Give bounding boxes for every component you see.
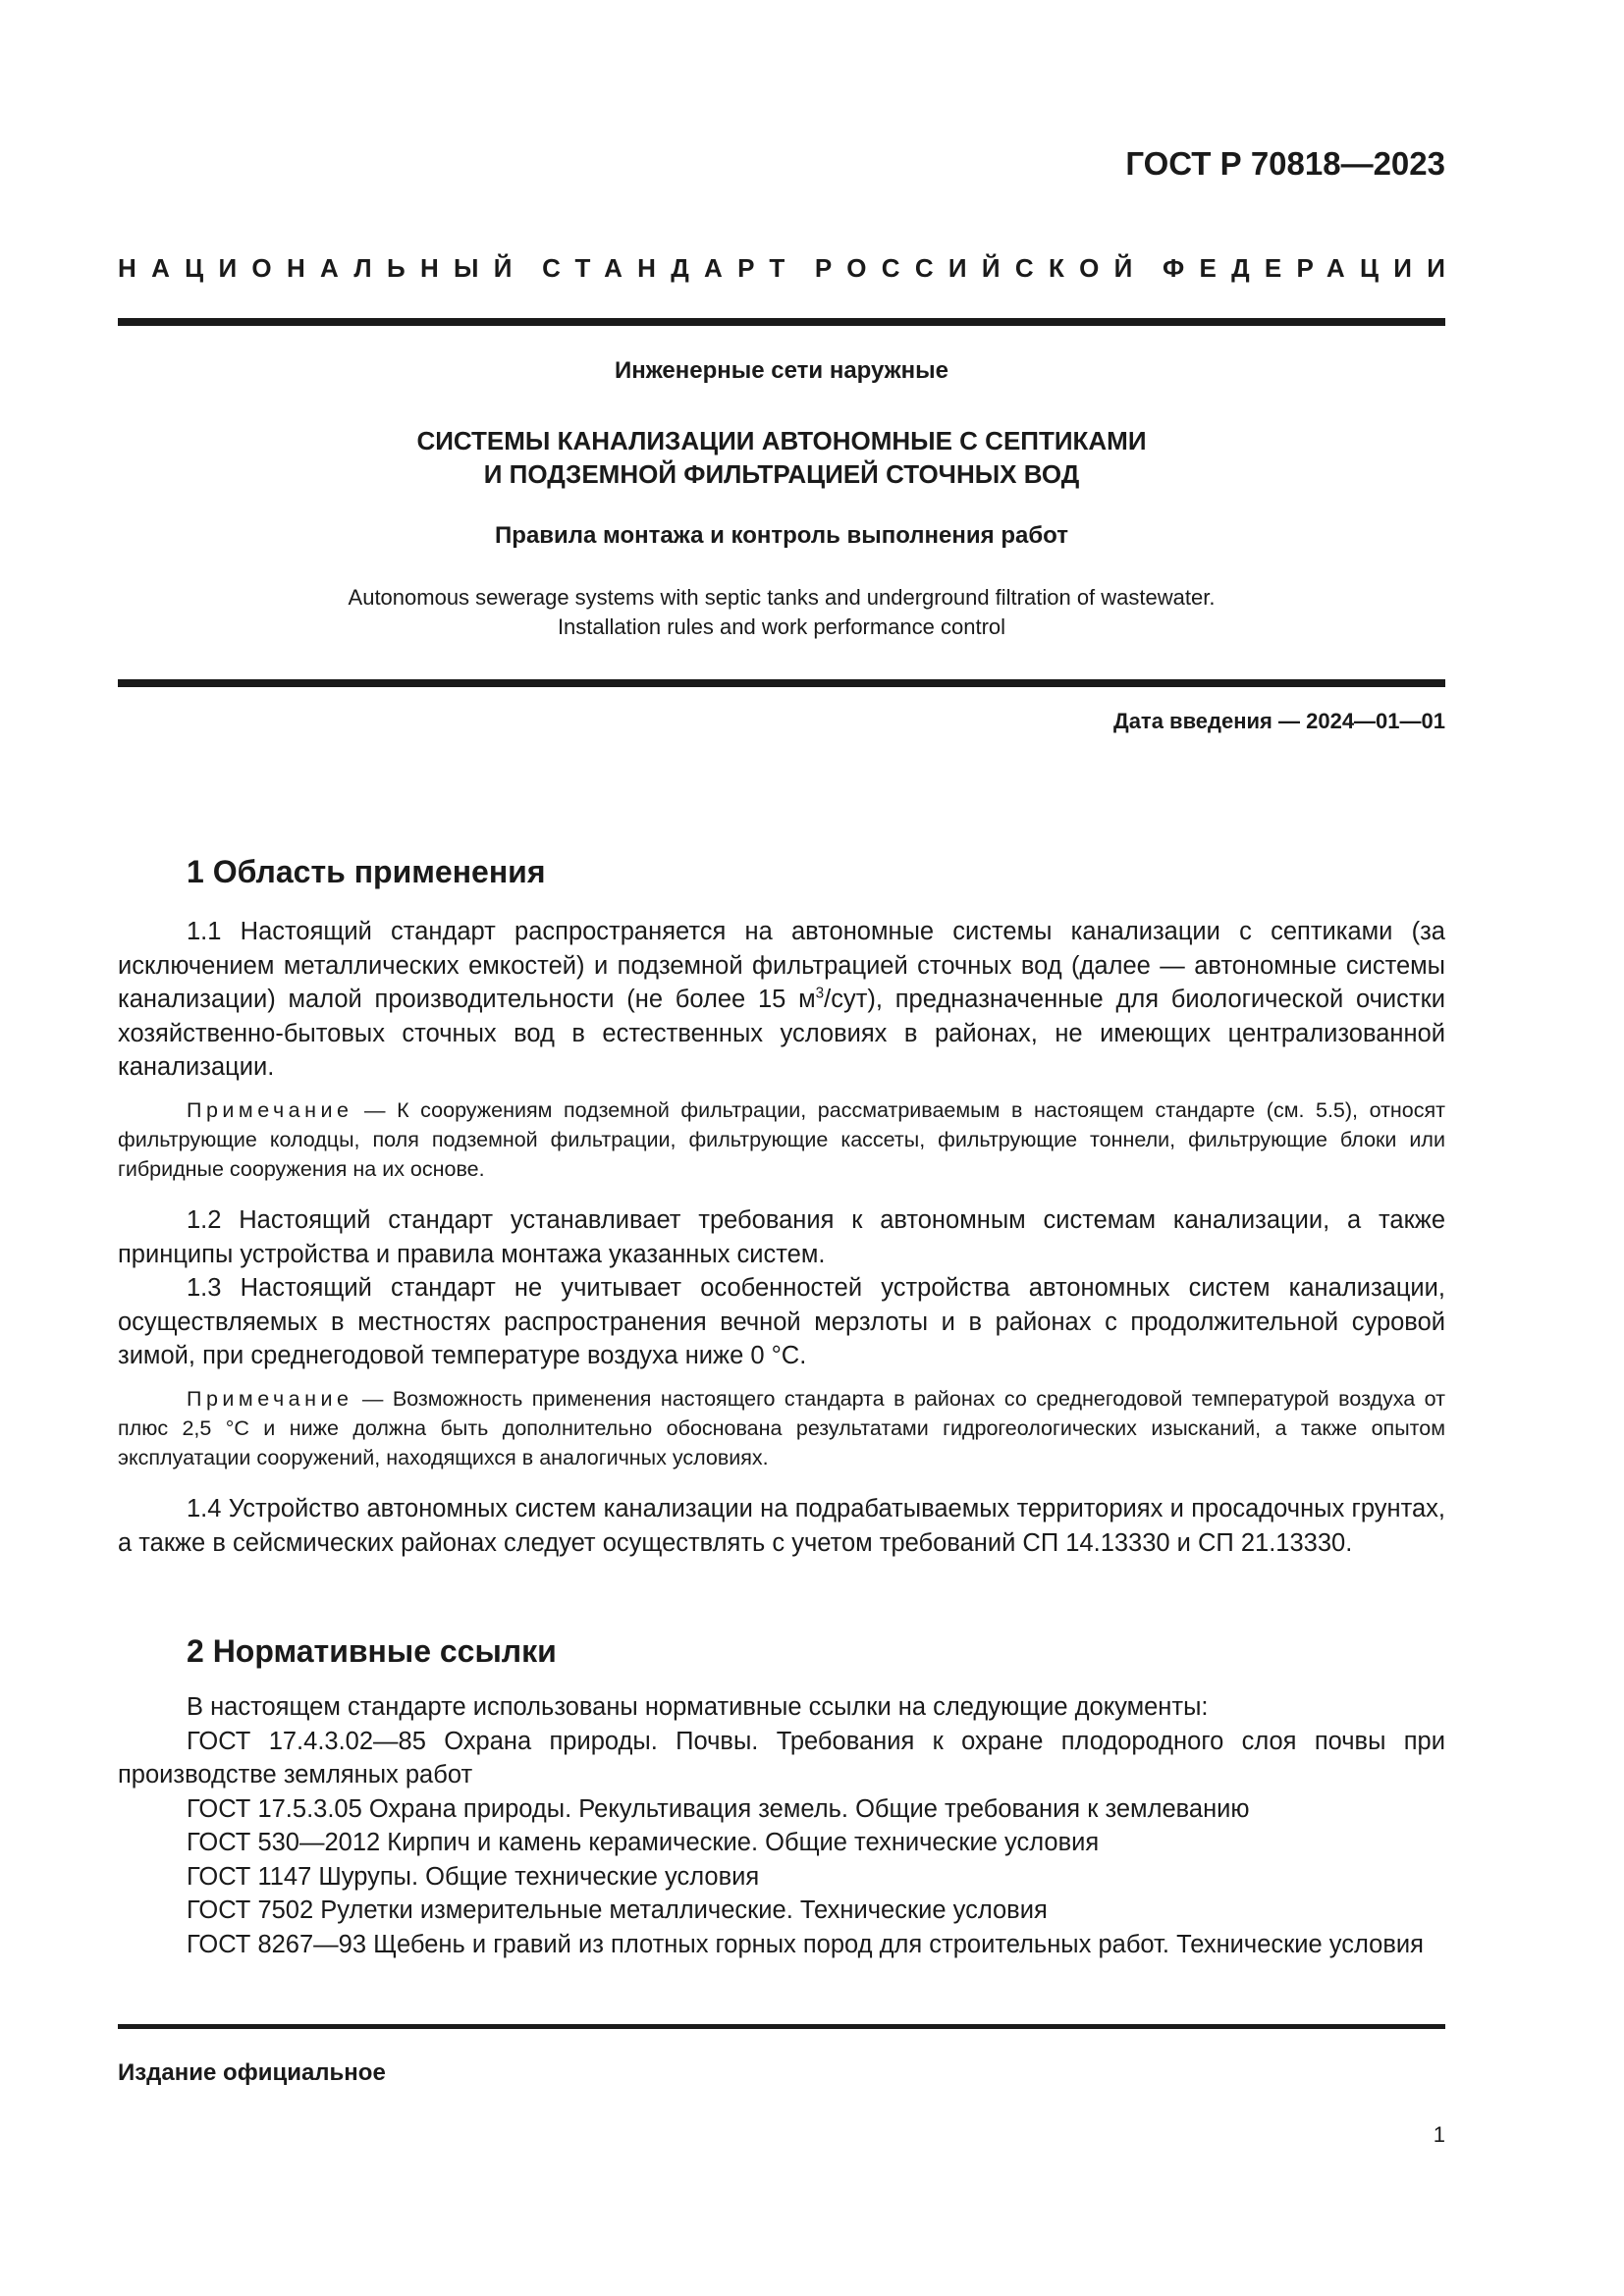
note-label: Примечание <box>187 1387 353 1411</box>
note-label: Примечание <box>187 1098 353 1122</box>
header-divider <box>118 318 1445 326</box>
title-divider <box>118 679 1445 687</box>
rules-title: Правила монтажа и контроль выполнения работ <box>495 522 1068 549</box>
banner-word: НАЦИОНАЛЬНЫЙ <box>118 253 527 283</box>
note-text: — К сооружениям подземной фильтрации, рассматриваемым в настоящем стандарте (см. 5.5), относят фильтрующие колодцы, поля подземной фильтрации, фильтрующие кассеты, фильтрующие тоннели, фильтрующие блоки или гибридные сооружения на их основе. <box>118 1098 1445 1181</box>
footer-divider <box>118 2024 1445 2029</box>
note-1 <box>118 1095 1445 1184</box>
normative-references-list <box>118 1690 1445 1961</box>
paragraph-1-3: 1.3 Настоящий стандарт не учитывает особенностей устройства автономных систем канализации, осуществляемых в местностях распространения вечной мерзлоты и в районах с продолжительной суровой зимой, при среднегодовой температуре воздуха ниже 0 °С. <box>118 1274 1445 1369</box>
note-2 <box>118 1384 1445 1472</box>
section-1-paragraphs-1-2-1-3 <box>118 1203 1445 1373</box>
section-1-paragraph-1-4 <box>118 1492 1445 1560</box>
reference-item: ГОСТ 17.5.3.05 Охрана природы. Рекультивация земель. Общие требования к землеванию <box>187 1794 1250 1823</box>
official-edition-label: Издание официальное <box>118 2059 386 2086</box>
superscript: 3 <box>815 985 825 1002</box>
main-title-line: СИСТЕМЫ КАНАЛИЗАЦИИ АВТОНОМНЫЕ С СЕПТИКАМИ <box>416 426 1147 455</box>
paragraph-text: /сут), предназначенные для биологической очистки хозяйственно-бытовых сточных вод в естественных условиях в районах, не имеющих централизованной канализации. <box>118 986 1445 1081</box>
document-number: ГОСТ Р 70818—2023 <box>1125 145 1445 182</box>
section-1-paragraph-1-1 <box>118 915 1445 1085</box>
main-title-line: И ПОДЗЕМНОЙ ФИЛЬТРАЦИЕЙ СТОЧНЫХ ВОД <box>483 459 1080 489</box>
english-title-line: Autonomous sewerage systems with septic tanks and underground filtration of wastewater. <box>348 585 1216 610</box>
subtitle-top: Инженерные сети наружные <box>614 357 949 384</box>
banner-word: РОССИЙСКОЙ <box>814 253 1148 283</box>
national-standard-banner <box>118 253 1461 284</box>
note-text: — Возможность применения настоящего стандарта в районах со среднегодовой температурой воздуха от плюс 2,5 °С и ниже должна быть дополнительно обоснована результатами гидрогеологических изысканий, а также опытом эксплуатации сооружений, находящихся в аналогичных условиях. <box>118 1387 1445 1469</box>
reference-item: ГОСТ 8267—93 Щебень и гравий из плотных горных пород для строительных работ. Технические условия <box>187 1930 1424 1958</box>
paragraph-1-2: 1.2 Настоящий стандарт устанавливает требования к автономным системам канализации, а также принципы устройства и правила монтажа указанных систем. <box>118 1206 1445 1268</box>
english-title <box>118 583 1445 642</box>
references-intro: В настоящем стандарте использованы нормативные ссылки на следующие документы: <box>187 1693 1209 1721</box>
banner-word: СТАНДАРТ <box>542 253 800 283</box>
paragraph-text: 1.1 Настоящий стандарт распространяется на автономные системы канализации с септиками (за исключением металлических емкостей) и подземной фильтрацией сточных вод (далее — автономные системы канализации) малой производительности (не более 15 м <box>118 918 1445 1013</box>
page-number: 1 <box>1433 2122 1445 2147</box>
introduction-date: Дата введения — 2024—01—01 <box>1113 709 1445 733</box>
reference-item: ГОСТ 530—2012 Кирпич и камень керамические. Общие технические условия <box>187 1829 1100 1856</box>
paragraph-1-4: 1.4 Устройство автономных систем канализации на подрабатываемых территориях и просадочных грунтах, а также в сейсмических районах следует осуществлять с учетом требований СП 14.13330 и СП 21.13330. <box>118 1495 1445 1557</box>
reference-item: ГОСТ 7502 Рулетки измерительные металлические. Технические условия <box>187 1896 1048 1924</box>
english-title-line: Installation rules and work performance control <box>557 614 1006 639</box>
section-2-heading: 2 Нормативные ссылки <box>187 1633 557 1669</box>
main-title <box>118 424 1445 491</box>
document-page <box>118 0 1461 2296</box>
reference-item: ГОСТ 1147 Шурупы. Общие технические условия <box>187 1862 760 1891</box>
section-1-heading: 1 Область применения <box>187 854 546 889</box>
banner-word: ФЕДЕРАЦИИ <box>1162 253 1461 283</box>
reference-item: ГОСТ 17.4.3.02—85 Охрана природы. Почвы. Требования к охране плодородного слоя почвы при производстве земляных работ <box>118 1727 1445 1789</box>
